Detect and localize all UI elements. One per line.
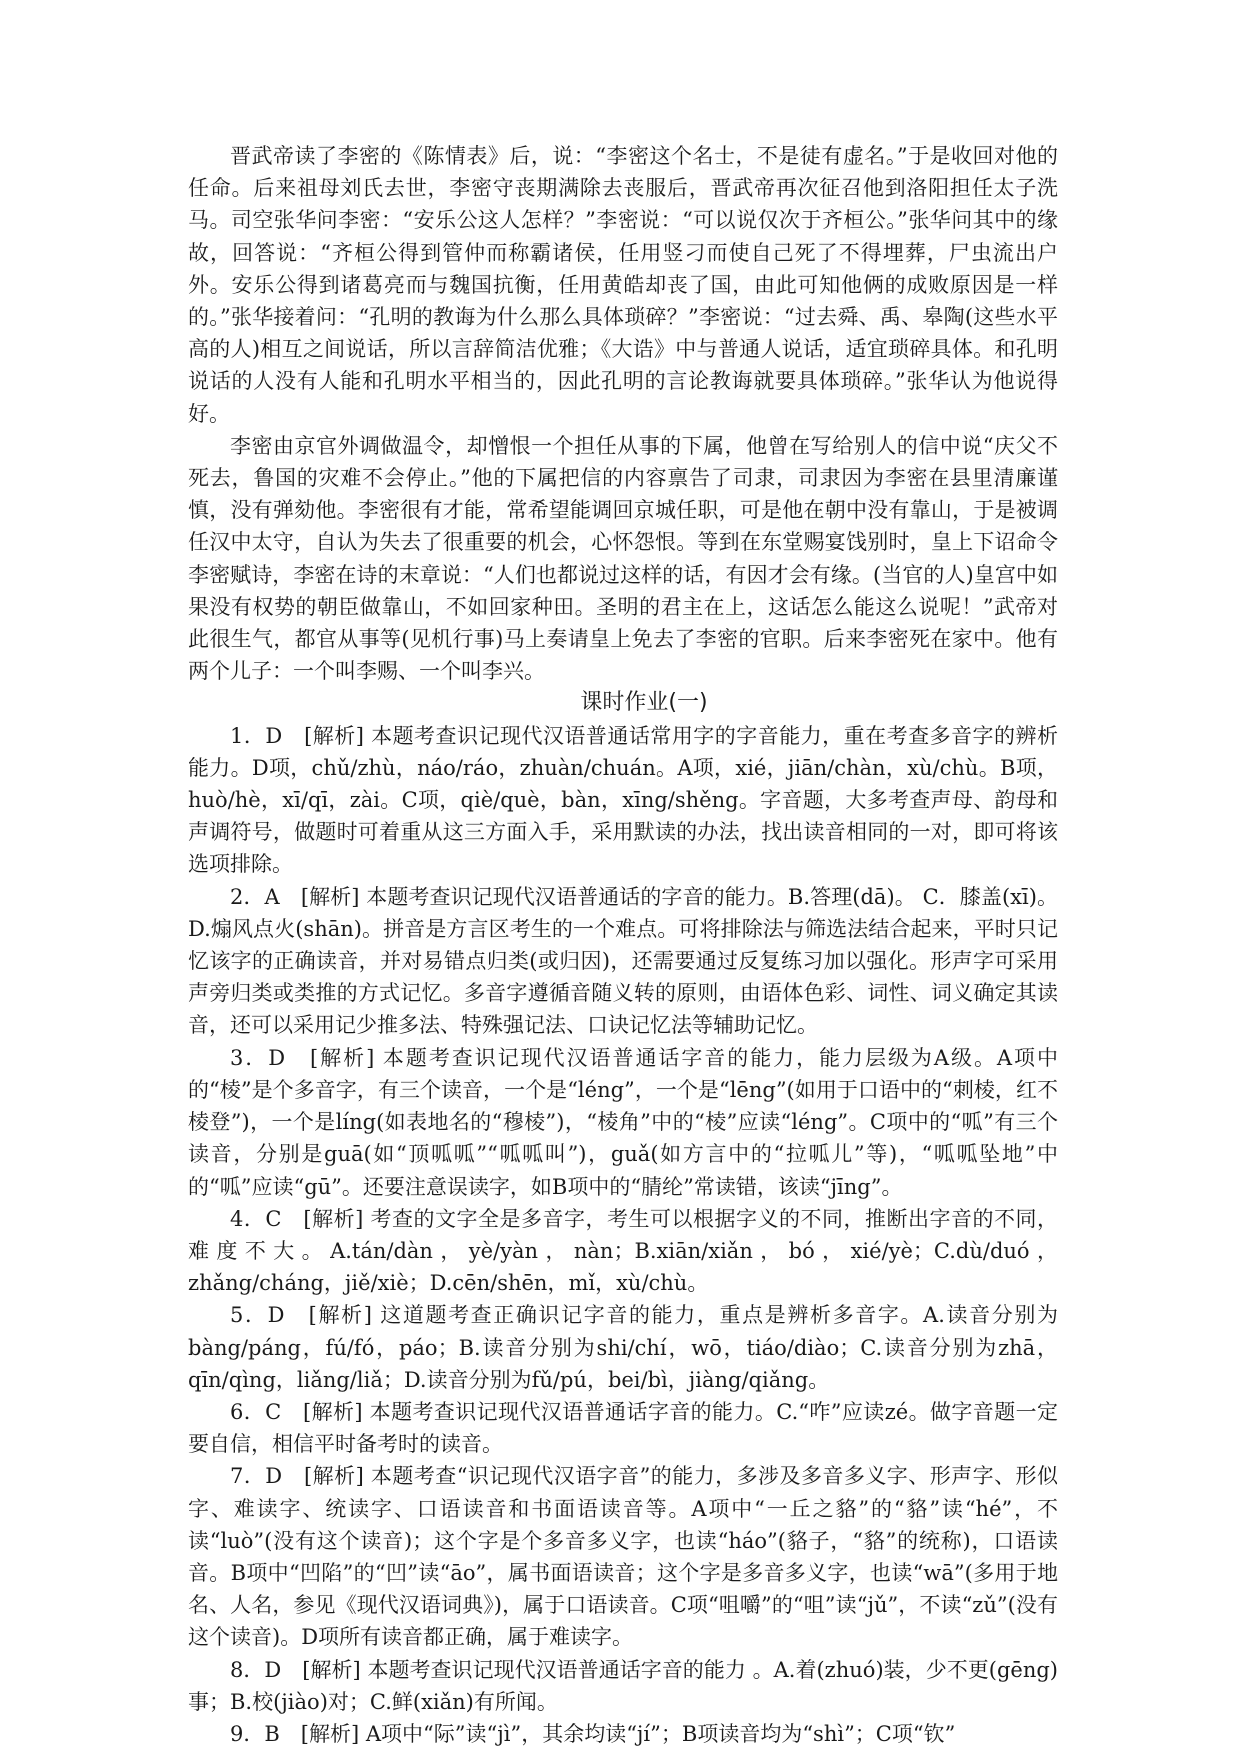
answer-item-8: 8．D [解析] 本题考查识记现代汉语普通话字音的能力 。A.着(zhuó)装，少不更(gēng)事；B.校(jiào)对；C.鲜(xiǎn)有所闻。 <box>188 1657 1058 1714</box>
translation-paragraph-2: 李密由京官外调做温令，却憎恨一个担任从事的下属，他曾在写给别人的信中说“庆父不死去，鲁国的灾难不会停止。”他的下属把信的内容禀告了司隶，司隶因为李密在县里清廉谨慎，没有弹劾他。李密很有才能，常希望能调回京城任职，可是他在朝中没有靠山，于是被调任汉中太守，自认为失去了很重要的机会，心怀怨恨。等到在东堂赐宴饯别时，皇上下诏命令李密赋诗，李密在诗的末章说：“人们也都说过这样的话，有因才会有缘。(当官的人)皇宫中如果没有权势的朝臣做靠山，不如回家种田。圣明的君主在上，这话怎么能这么说呢！”武帝对此很生气，都官从事等(见机行事)马上奏请皇上免去了李密的官职。后来李密死在家中。他有两个儿子：一个叫李赐、一个叫李兴。 <box>188 433 1058 684</box>
answer-item-6: 6．C [解析] 本题考查识记现代汉语普通话字音的能力。C.“咋”应读zé。做字音题一定要自信，相信平时备考时的读音。 <box>188 1399 1058 1457</box>
answer-item-3: 3．D [解析] 本题考查识记现代汉语普通话字音的能力，能力层级为A级。A项中的“棱”是个多音字，有三个读音，一个是“léng”，一个是“lēng”(如用于口语中的“刺棱，红不棱登”)，一个是líng(如表地名的“穆棱”)，“棱角”中的“棱”应读“léng”。C项中的“呱”有三个读音，分别是guā(如“顶呱呱”“呱呱叫”)，guǎ(如方言中的“拉呱儿”等)，“呱呱坠地”中的“呱”应读“gū”。还要注意误读字，如B项中的“腈纶”常读错，该读“jīng”。 <box>188 1045 1058 1199</box>
answer-item-9: 9．B [解析] A项中“际”读“jì”，其余均读“jí”；B项读音均为“shì”；C项“钦” <box>230 1721 956 1746</box>
document-body <box>188 140 1058 1750</box>
section-title: 课时作业(一) <box>580 690 708 716</box>
answer-item-2: 2．A [解析] 本题考查识记现代汉语普通话的字音的能力。B.答理(dā)。 C．膝盖(xī)。D.煽风点火(shān)。拼音是方言区考生的一个难点。可将排除法与筛选法结合起来，平时只记忆该字的正确读音，并对易错点归类(或归因)，还需要通过反复练习加以强化。形声字可采用声旁归类或类推的方式记忆。多音字遵循音随义转的原则，由语体色彩、词性、词义确定其读音，还可以采用记少推多法、特殊强记法、口诀记忆法等辅助记忆。 <box>188 884 1058 1038</box>
answer-item-1: 1．D [解析] 本题考查识记现代汉语普通话常用字的字音能力，重在考查多音字的辨析能力。D项，chǔ/zhù，náo/ráo，zhuàn/chuán。A项，xié，jiān/chàn，xù/chù。B项，huò/hè，xī/qī，zài。C项，qiè/què，bàn，xīng/shěng。字音题，大多考查声母、韵母和声调符号，做题时可着重从这三方面入手，采用默读的办法，找出读音相同的一对，即可将该选项排除。 <box>188 723 1058 877</box>
translation-paragraph-1: 晋武帝读了李密的《陈情表》后，说：“李密这个名士，不是徒有虚名。”于是收回对他的任命。后来祖母刘氏去世，李密守丧期满除去丧服后，晋武帝再次征召他到洛阳担任太子洗马。司空张华问李密：“安乐公这人怎样？”李密说：“可以说仅次于齐桓公。”张华问其中的缘故，回答说：“齐桓公得到管仲而称霸诸侯，任用竖刁而使自己死了不得埋葬，尸虫流出户外。安乐公得到诸葛亮而与魏国抗衡，任用黄皓却丧了国，由此可知他俩的成败原因是一样的。”张华接着问：“孔明的教诲为什么那么具体琐碎？”李密说：“过去舜、禹、皋陶(这些水平高的人)相互之间说话，所以言辞简洁优雅；《大诰》中与普通人说话，适宜琐碎具体。和孔明说话的人没有人能和孔明水平相当的，因此孔明的言论教诲就要具体琐碎。”张华认为他说得好。 <box>188 144 1058 426</box>
answer-item-7: 7．D [解析] 本题考查“识记现代汉语字音”的能力，多涉及多音多义字、形声字、形似字、难读字、统读字、口语读音和书面语读音等。A项中“一丘之貉”的“貉”读“hé”，不读“luò”(没有这个读音)；这个字是个多音多义字，也读“háo”(貉子，“貉”的统称)，口语读音。B项中“凹陷”的“凹”读“āo”，属书面语读音；这个字是多音多义字，也读“wā”(多用于地名、人名，参见《现代汉语词典》)，属于口语读音。C项“咀嚼”的“咀”读“jǔ”，不读“zǔ”(没有这个读音)。D项所有读音都正确，属于难读字。 <box>188 1464 1058 1650</box>
answer-item-4: 4．C [解析] 考查的文字全是多音字，考生可以根据字义的不同，推断出字音的不同，难度不大。A.tán/dàn，yè/yàn，nàn；B.xiān/xiǎn，bó，xié/yè；C.dù/duó，zhǎng/cháng，jiě/xiè；D.cēn/shēn，mǐ，xù/chù。 <box>188 1206 1058 1296</box>
answer-item-5: 5．D [解析] 这道题考查正确识记字音的能力，重点是辨析多音字。A.读音分别为bàng/páng，fú/fó，páo；B.读音分别为shi/chí，wō，tiáo/diào；C.读音分别为zhā，qīn/qìng，liǎng/liǎ；D.读音分别为fǔ/pú，bei/bì，jiàng/qiǎng。 <box>188 1303 1058 1392</box>
